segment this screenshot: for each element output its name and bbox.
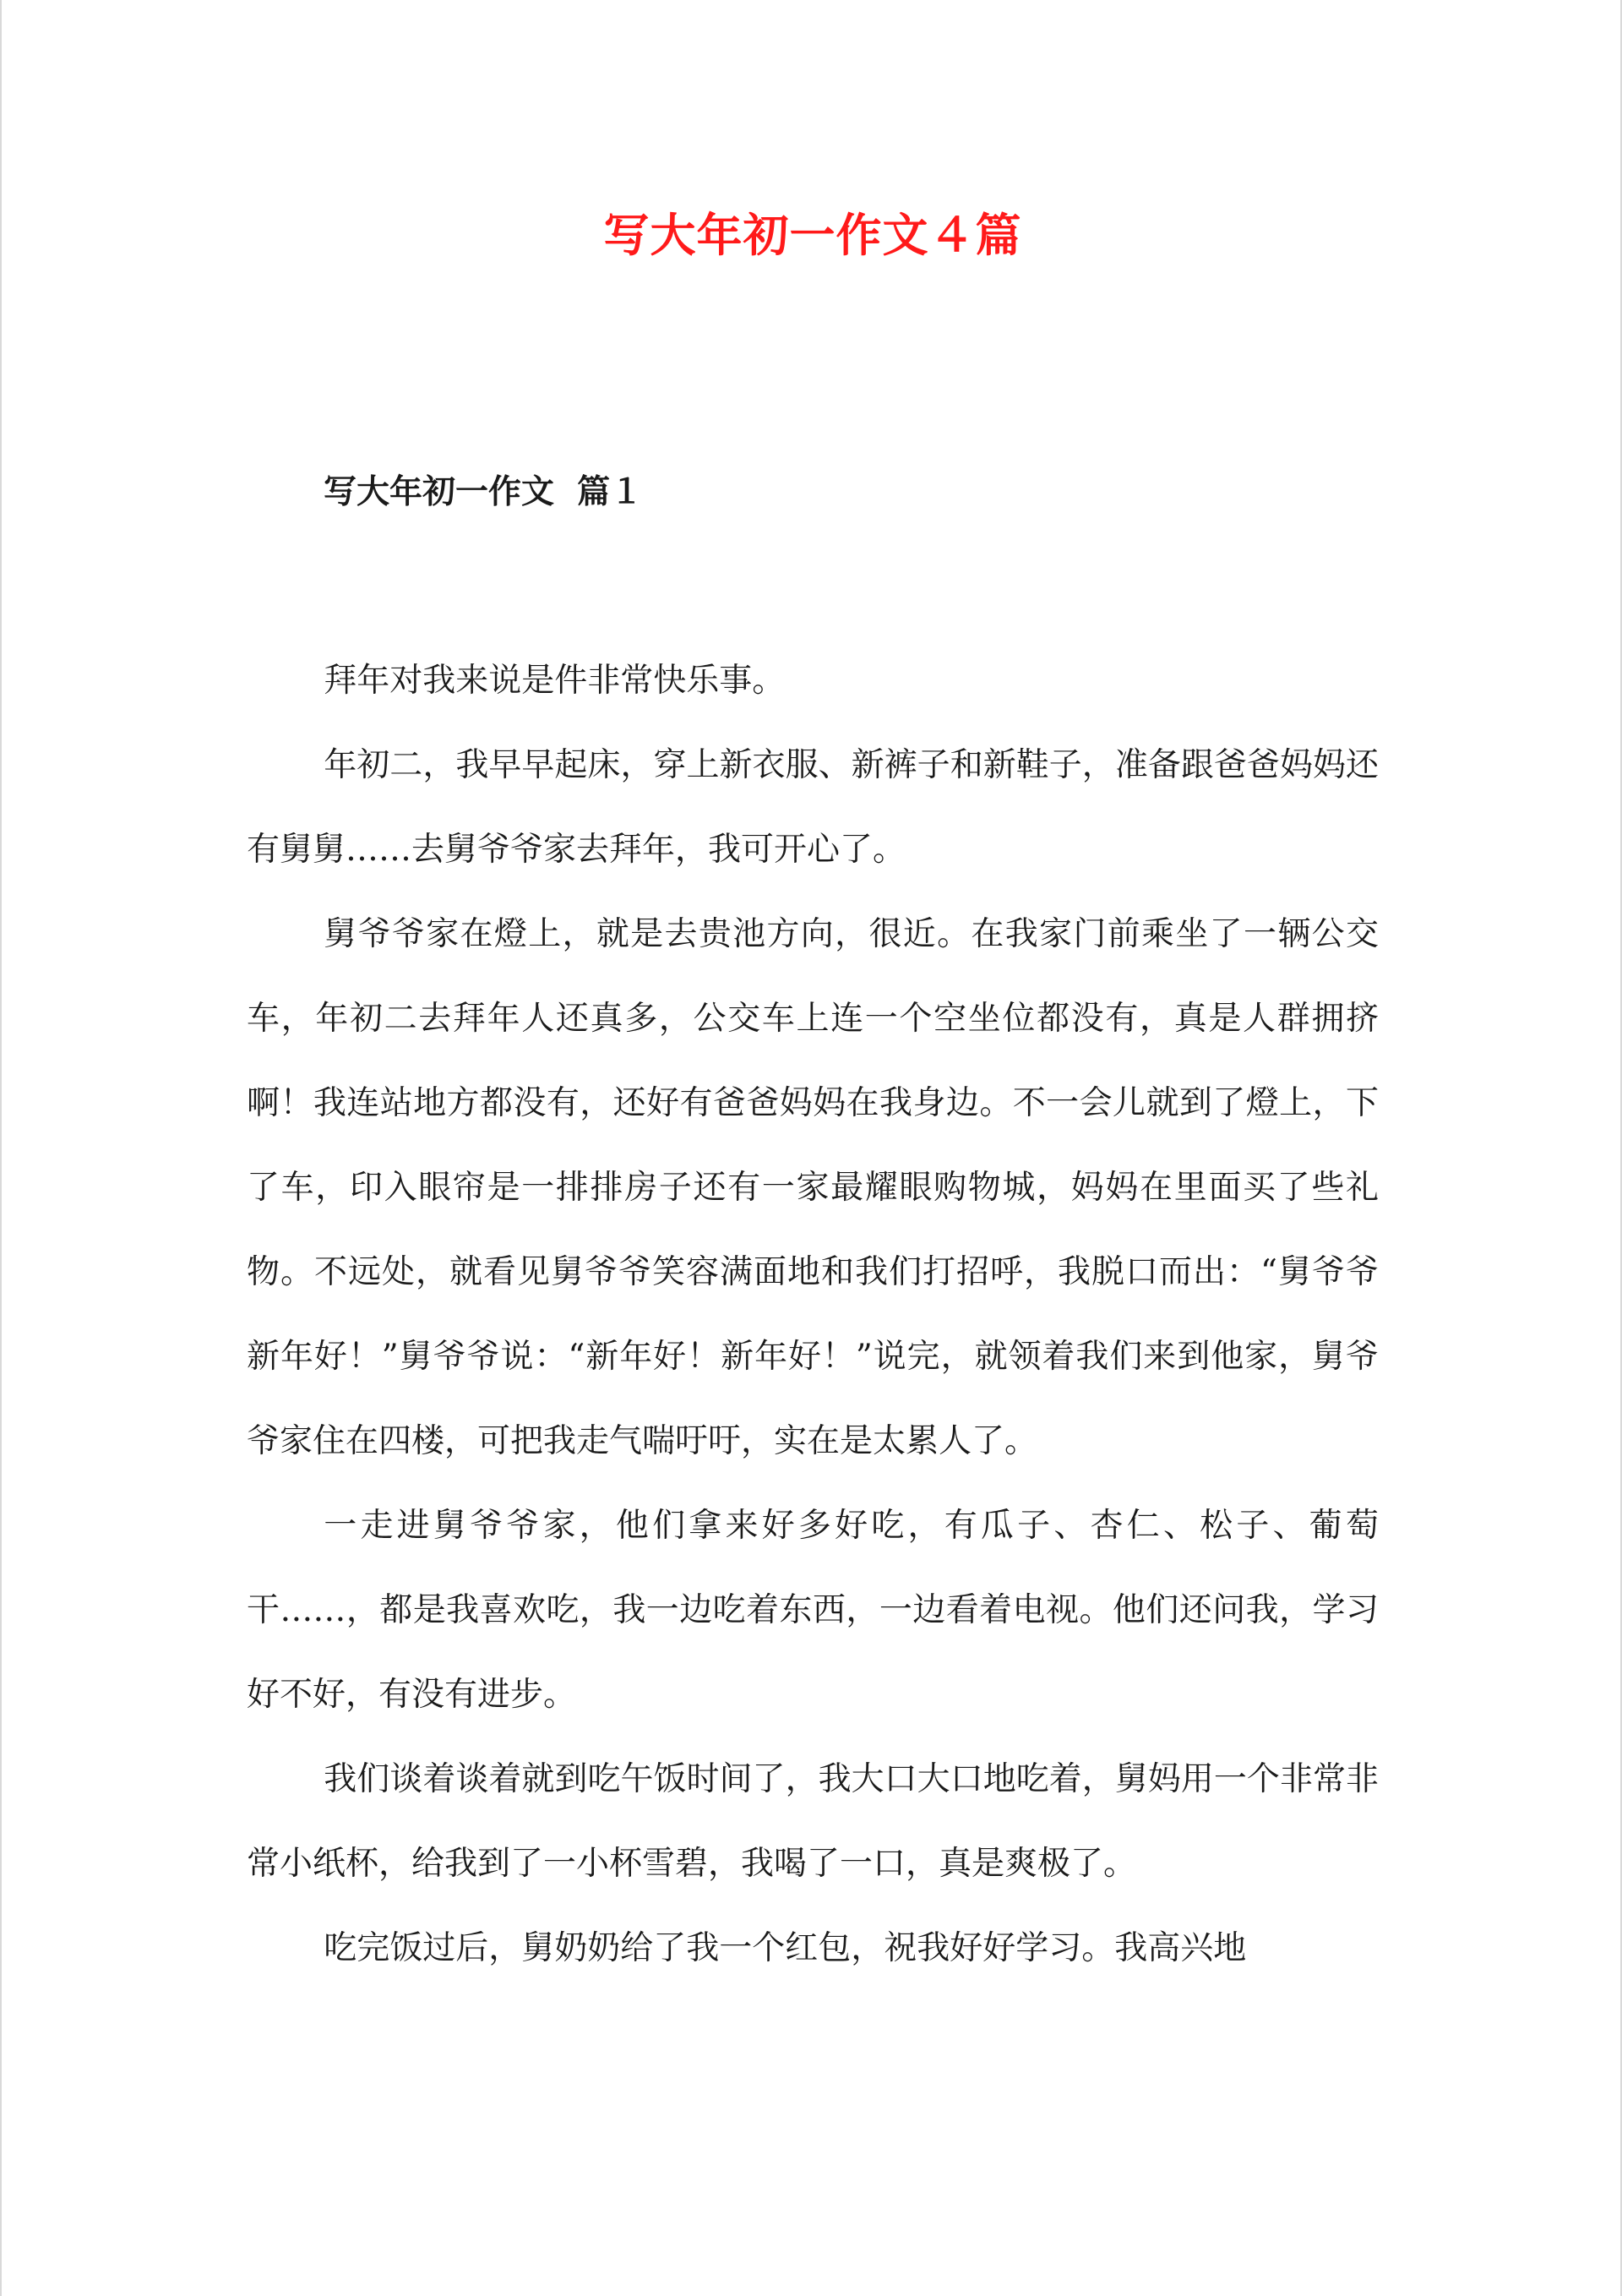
paragraph: 我们谈着谈着就到吃午饭时间了，我大口大口地吃着，舅妈用一个非常非常小纸杯，给我到了一小杯雪碧，我喝了一口，真是爽极了。 <box>247 1760 1379 1883</box>
paragraph: 一走进舅爷爷家，他们拿来好多好吃，有瓜子、杏仁、松子、葡萄干……，都是我喜欢吃，我一边吃着东西，一边看着电视。他们还问我，学习好不好，有没有进步。 <box>247 1507 1379 1714</box>
document-title: 写大年初一作文４篇 <box>603 208 1022 262</box>
paragraph: 吃完饭过后，舅奶奶给了我一个红包，祝我好好学习。我高兴地 <box>324 1929 1247 1967</box>
section-heading: 写大年初一作文 篇１ <box>324 472 644 511</box>
paragraph: 舅爷爷家在燈上，就是去贵池方向，很近。在我家门前乘坐了一辆公交车，年初二去拜年人还真多，公交车上连一个空坐位都没有，真是人群拥挤啊！我连站地方都没有，还好有爸爸妈妈在我身边。不一会儿就到了燈上，下了车，印入眼帘是一排排房子还有一家最耀眼购物城，妈妈在里面买了些礼物。不远处，就看见舅爷爷笑容满面地和我们打招呼，我脱口而出：“舅爷爷新年好！”舅爷爷说：“新年好！新年好！”说完，就领着我们来到他家，舅爷爷家住在四楼，可把我走气喘吁吁，实在是太累人了。 <box>247 915 1379 1460</box>
paragraph: 拜年对我来说是件非常快乐事。 <box>324 662 786 700</box>
essay-body <box>247 639 1379 1991</box>
paragraph: 年初二，我早早起床，穿上新衣服、新裤子和新鞋子，准备跟爸爸妈妈还有舅舅……去舅爷爷家去拜年，我可开心了。 <box>247 746 1379 869</box>
